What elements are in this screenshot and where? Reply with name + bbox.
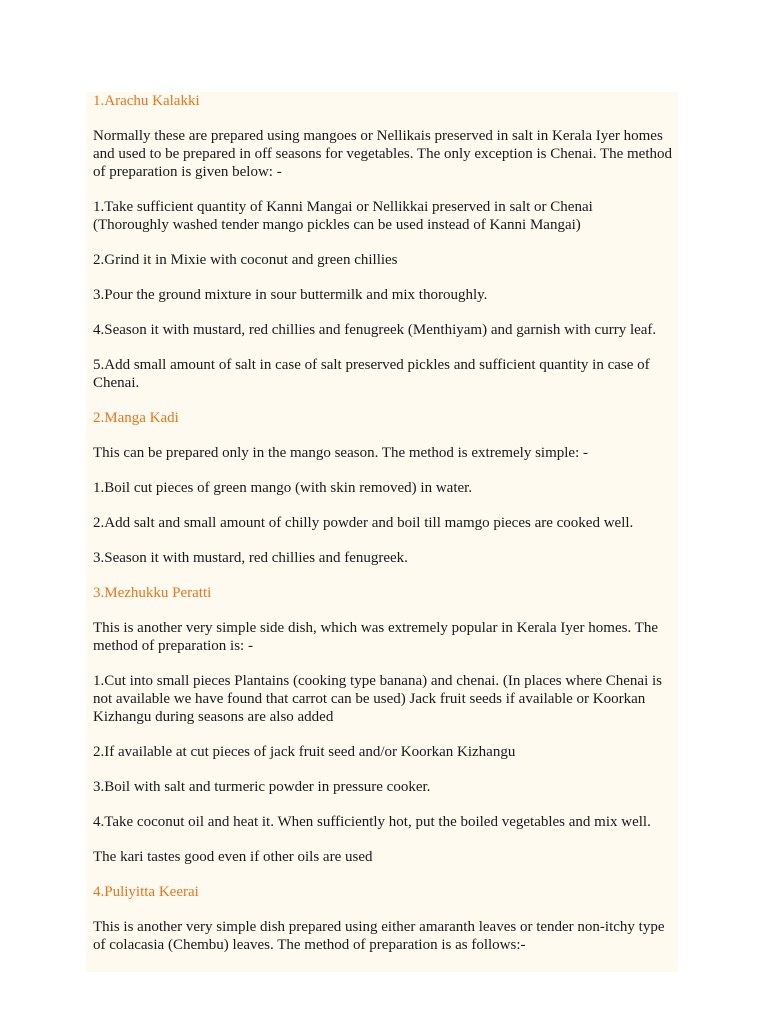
paragraph: This can be prepared only in the mango season. The method is extremely simple: - [93, 445, 589, 461]
paragraph: 2.Grind it in Mixie with coconut and green chillies [93, 252, 398, 268]
paragraph: 1.Take sufficient quantity of Kanni Mangai or Nellikkai preserved in salt or Chenai (Thoroughly washed tender mango pickles can be used instead of Kanni Mangai) [93, 199, 593, 233]
paragraph: 3.Pour the ground mixture in sour buttermilk and mix thoroughly. [93, 287, 488, 303]
section-heading-puliyitta-keerai: 4.Puliyitta Keerai [93, 884, 199, 900]
paragraph: 5.Add small amount of salt in case of salt preserved pickles and sufficient quantity in case of Chenai. [93, 357, 650, 391]
paragraph: 2.If available at cut pieces of jack fruit seed and/or Koorkan Kizhangu [93, 744, 516, 760]
paragraph: 2.Add salt and small amount of chilly powder and boil till mamgo pieces are cooked well. [93, 515, 634, 531]
paragraph: The kari tastes good even if other oils are used [93, 849, 373, 865]
section-heading-manga-kadi: 2.Manga Kadi [93, 410, 179, 426]
paragraph: This is another very simple dish prepared using either amaranth leaves or tender non-itchy type of colacasia (Chembu) leaves. The method of preparation is as follows:- [93, 919, 665, 953]
section-heading-arachu-kalakki: 1.Arachu Kalakki [93, 93, 200, 109]
paragraph: This is another very simple side dish, which was extremely popular in Kerala Iyer homes. The method of preparation is: - [93, 620, 658, 654]
paragraph: 3.Boil with salt and turmeric powder in pressure cooker. [93, 779, 431, 795]
paragraph: 1.Cut into small pieces Plantains (cooking type banana) and chenai. (In places where Chenai is not available we have found that carrot can be used) Jack fruit seeds if available or Koorkan Kizhangu during seasons are also added [93, 673, 662, 725]
section-heading-mezhukku-peratti: 3.Mezhukku Peratti [93, 585, 212, 601]
paragraph: Normally these are prepared using mangoes or Nellikais preserved in salt in Kerala Iyer homes and used to be prepared in off seasons for vegetables. The only exception is Chenai. The method of preparation is given below: - [93, 128, 673, 180]
paragraph: 1.Boil cut pieces of green mango (with skin removed) in water. [93, 480, 473, 496]
paragraph: 4.Season it with mustard, red chillies and fenugreek (Menthiyam) and garnish with curry leaf. [93, 322, 657, 338]
paragraph: 4.Take coconut oil and heat it. When sufficiently hot, put the boiled vegetables and mix well. [93, 814, 651, 830]
recipe-content-box [86, 92, 678, 972]
paragraph: 3.Season it with mustard, red chillies and fenugreek. [93, 550, 408, 566]
